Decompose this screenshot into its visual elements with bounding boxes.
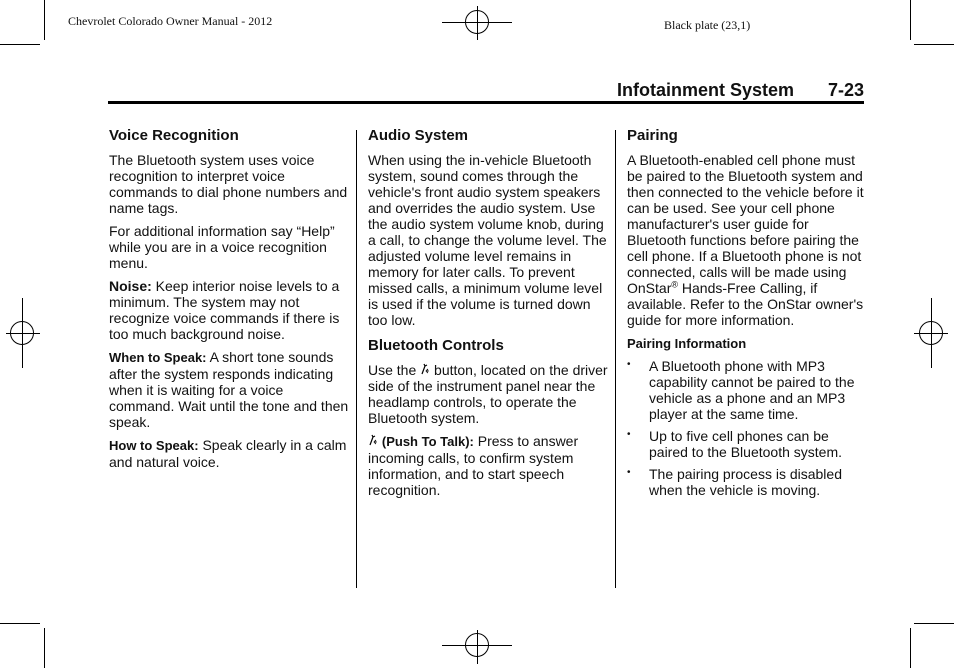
run-in-label: Noise:: [109, 278, 152, 294]
list-item: [627, 358, 867, 422]
paragraph: [627, 152, 867, 328]
heading-voice-recognition: Voice Recognition: [109, 127, 239, 144]
paragraph-when-to-speak: [109, 349, 349, 430]
registered-mark: ®: [671, 279, 678, 290]
crop-mark: [0, 623, 40, 624]
bullet-icon: •: [627, 359, 631, 370]
paragraph-text: Use the: [368, 362, 421, 378]
heading-bluetooth-controls: Bluetooth Controls: [368, 337, 504, 354]
list-item-text: A Bluetooth phone with MP3 capability cannot be paired to the vehicle as a phone and an MP3 player at the same time.: [649, 358, 855, 422]
push-to-talk-icon: [420, 363, 430, 376]
paragraph-text: Hands-Free Calling, if available. Refer to the OnStar owner's guide for more information.: [627, 280, 864, 328]
paragraph-text: Keep interior noise levels to a minimum. The system may not recognize voice commands if there is too much background noise.: [109, 278, 340, 342]
crop-mark: [910, 0, 911, 40]
list-item: [627, 466, 867, 498]
column-2: [368, 126, 608, 505]
heading-audio-system: Audio System: [368, 127, 469, 144]
paragraph-text: A Bluetooth-enabled cell phone must be paired to the Bluetooth system and then connected to the vehicle before it can be used. See your cell phone manufacturer's user guide for Bluetooth functions before pairing the cell phone. If a Bluetooth phone is not connected, calls will be made using OnStar: [627, 152, 864, 296]
section-title: Infotainment System: [616, 80, 794, 100]
column-divider: [615, 130, 616, 588]
print-header-left: Chevrolet Colorado Owner Manual - 2012: [68, 14, 273, 28]
paragraph-how-to-speak: [109, 437, 349, 470]
paragraph-push-to-talk: [368, 433, 608, 498]
push-to-talk-icon: [368, 434, 378, 447]
column-1: [109, 126, 349, 477]
print-header-right: Black plate (23,1): [664, 18, 751, 32]
page-number: 7-23: [827, 80, 864, 100]
crop-mark: [0, 44, 40, 45]
column-divider: [356, 130, 357, 588]
list-item-text: The pairing process is disabled when the vehicle is moving.: [649, 466, 842, 498]
running-head: [108, 80, 864, 100]
crop-mark: [914, 623, 954, 624]
paragraph-text: Press to answer incoming calls, to confirm system information, and to start speech recognition.: [368, 433, 579, 498]
paragraph: When using the in-vehicle Bluetooth system, sound comes through the vehicle's front audio system speakers and overrides the audio system. Use the audio system volume knob, during a call, to change the volume level. The adjusted volume level remains in memory for later calls. To prevent missed calls, a minimum volume level is used if the volume is turned down too low.: [368, 152, 607, 328]
header-rule: [108, 101, 864, 104]
paragraph-text: button, located on the driver side of the instrument panel near the headlamp controls, to operate the Bluetooth system.: [368, 362, 608, 426]
column-3: [627, 126, 867, 504]
crop-mark: [910, 628, 911, 668]
crop-mark: [44, 0, 45, 40]
crop-mark: [914, 44, 954, 45]
bullet-icon: •: [627, 429, 631, 440]
subheading-pairing-information: Pairing Information: [627, 336, 747, 351]
paragraph-text: Speak clearly in a calm and natural voice.: [109, 437, 347, 470]
paragraph-noise: [109, 278, 349, 342]
paragraph-text: A short tone sounds after the system responds indicating when it is waiting for a voice command. Wait until the tone and then speak.: [109, 349, 349, 430]
bullet-icon: •: [627, 467, 631, 478]
list-item: [627, 428, 867, 460]
run-in-label: When to Speak:: [109, 350, 207, 365]
paragraph: For additional information say “Help” while you are in a voice recognition menu.: [109, 223, 335, 271]
paragraph: The Bluetooth system uses voice recognition to interpret voice commands to dial phone numbers and name tags.: [109, 152, 348, 216]
heading-pairing: Pairing: [627, 127, 678, 144]
run-in-label: How to Speak:: [109, 438, 199, 453]
crop-mark: [44, 628, 45, 668]
run-in-label: (Push To Talk):: [381, 434, 474, 449]
paragraph: [368, 362, 608, 426]
list-item-text: Up to five cell phones can be paired to the Bluetooth system.: [649, 428, 842, 460]
